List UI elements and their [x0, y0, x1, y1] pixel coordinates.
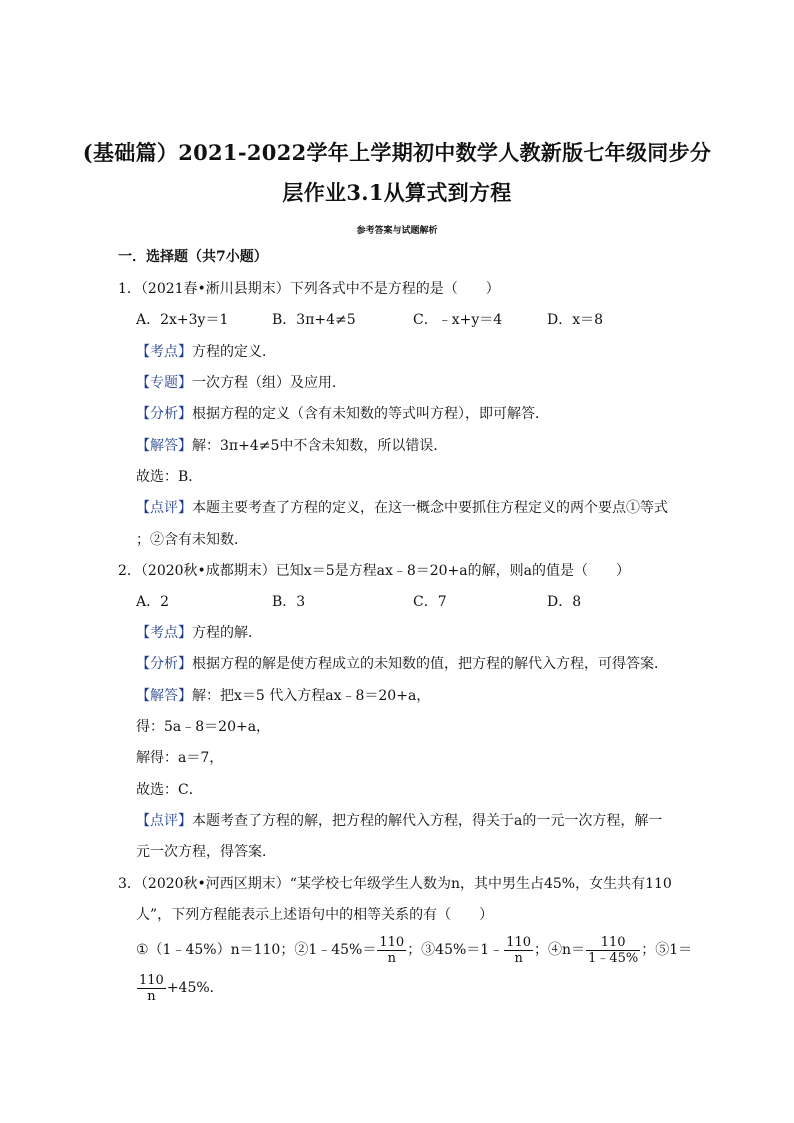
q2-step-2: 解得：a＝7，: [136, 750, 224, 766]
q2-fenxi-text: 根据方程的解是使方程成立的未知数的值，把方程的解代入方程，可得答案．: [192, 656, 668, 672]
q2-jieda-text: 解：把x＝5 代入方程ax﹣8＝20+a，: [192, 688, 431, 704]
q1-fenxi-tag: 【分析】: [136, 406, 192, 422]
q1-option-a: A．2x+3y＝1: [136, 312, 229, 328]
q1-jieda-tag: 【解答】: [136, 438, 192, 454]
q1-answer: 故选：B．: [136, 469, 203, 485]
q3-item-5-tail: +45%．: [166, 980, 224, 996]
q2-option-a: A．2: [136, 594, 170, 610]
q2-dianping-text: 本题考查了方程的解，把方程的解代入方程，得关于a的一元一次方程，解一: [192, 813, 663, 829]
q1-kaodian: [136, 343, 276, 361]
fraction-numerator: 110: [506, 934, 532, 950]
q2-option-c: C．7: [413, 594, 447, 610]
q1-zhuanti-text: 一次方程（组）及应用．: [192, 375, 346, 391]
q1-jieda: [136, 437, 447, 455]
fraction-denominator: 1﹣45%: [588, 950, 639, 966]
fraction-numerator: 110: [379, 934, 405, 950]
q2-dianping-cont: 元一次方程，得答案．: [136, 844, 276, 860]
q2-answer: 故选：C．: [136, 782, 203, 798]
q3-item-4-fraction: [586, 935, 640, 966]
q1-jieda-text: 解：3π+4≠5中不含未知数，所以错误．: [192, 438, 448, 454]
q1-option-b: B．3π+4≠5: [272, 312, 356, 328]
section-heading: 一．选择题（共7小题）: [118, 249, 268, 265]
q2-kaodian-text: 方程的解．: [192, 625, 262, 641]
fraction-denominator: n: [514, 950, 523, 966]
q2-dianping-tag: 【点评】: [136, 813, 192, 829]
q1-option-c: C．﹣x+y＝4: [413, 312, 503, 328]
q2-fenxi: [136, 655, 668, 673]
document-title-line-2: 层作业3.1从算式到方程: [282, 180, 512, 205]
q3-stem-line-1: 3．（2020秋•河西区期末）“某学校七年级学生人数为n，其中男生占45%，女生共有110: [118, 876, 672, 892]
q1-dianping-cont: ；②含有未知数．: [136, 532, 248, 548]
q2-stem: 2．（2020秋•成都期末）已知x＝5是方程ax﹣8＝20+a的解，则a的值是（ ）: [118, 563, 630, 579]
q1-fenxi: [136, 405, 549, 423]
q3-item-3-prefix: ；③45%＝1﹣: [407, 942, 504, 958]
q1-fenxi-text: 根据方程的定义（含有未知数的等式叫方程），即可解答．: [192, 406, 549, 422]
q1-kaodian-tag: 【考点】: [136, 344, 192, 360]
q2-kaodian-tag: 【考点】: [136, 625, 192, 641]
q2-option-d: D．8: [547, 594, 582, 610]
q3-item-3-fraction: [504, 935, 533, 966]
document-subtitle: 参考答案与试题解析: [356, 226, 438, 236]
fraction-denominator: n: [387, 950, 396, 966]
fraction-numerator: 110: [586, 935, 640, 951]
q3-item-1: ①（1﹣45%）n＝110；: [136, 942, 295, 958]
q2-jieda-tag: 【解答】: [136, 688, 192, 704]
q2-fenxi-tag: 【分析】: [136, 656, 192, 672]
q3-stem-line-2: 人”，下列方程能表示上述语句中的相等关系的有（ ）: [136, 907, 494, 923]
q2-dianping: [136, 812, 662, 830]
q1-dianping: [136, 499, 668, 517]
q1-dianping-tag: 【点评】: [136, 500, 192, 516]
q1-dianping-text: 本题主要考查了方程的定义，在这一概念中要抓住方程定义的两个要点①等式: [192, 500, 668, 516]
fraction-denominator: n: [147, 988, 156, 1004]
q2-jieda: [136, 687, 430, 705]
q1-kaodian-text: 方程的定义．: [192, 344, 276, 360]
q3-equations-row: [136, 932, 692, 968]
q2-option-b: B．3: [272, 594, 306, 610]
q3-item-2-prefix: ②1﹣45%＝: [294, 942, 377, 958]
q1-zhuanti: [136, 374, 346, 392]
q2-step-1: 得：5a﹣8＝20+a，: [136, 719, 271, 735]
fraction-numerator: 110: [139, 972, 164, 988]
q2-kaodian: [136, 624, 262, 642]
q3-item-5-prefix: ；⑤1＝: [641, 942, 693, 958]
q3-item-5-fraction: [137, 973, 166, 1004]
q3-equations-row-2: [136, 970, 224, 1006]
document-title-line-1: (基础篇）2021-2022学年上学期初中数学人教新版七年级同步分: [82, 140, 712, 165]
q3-item-4-prefix: ；④n＝: [534, 942, 586, 958]
q1-option-d: D．x＝8: [547, 312, 604, 328]
q1-zhuanti-tag: 【专题】: [136, 375, 192, 391]
q1-stem: 1．（2021春•淅川县期末）下列各式中不是方程的是（ ）: [118, 281, 500, 297]
q3-item-2-fraction: [377, 935, 406, 966]
